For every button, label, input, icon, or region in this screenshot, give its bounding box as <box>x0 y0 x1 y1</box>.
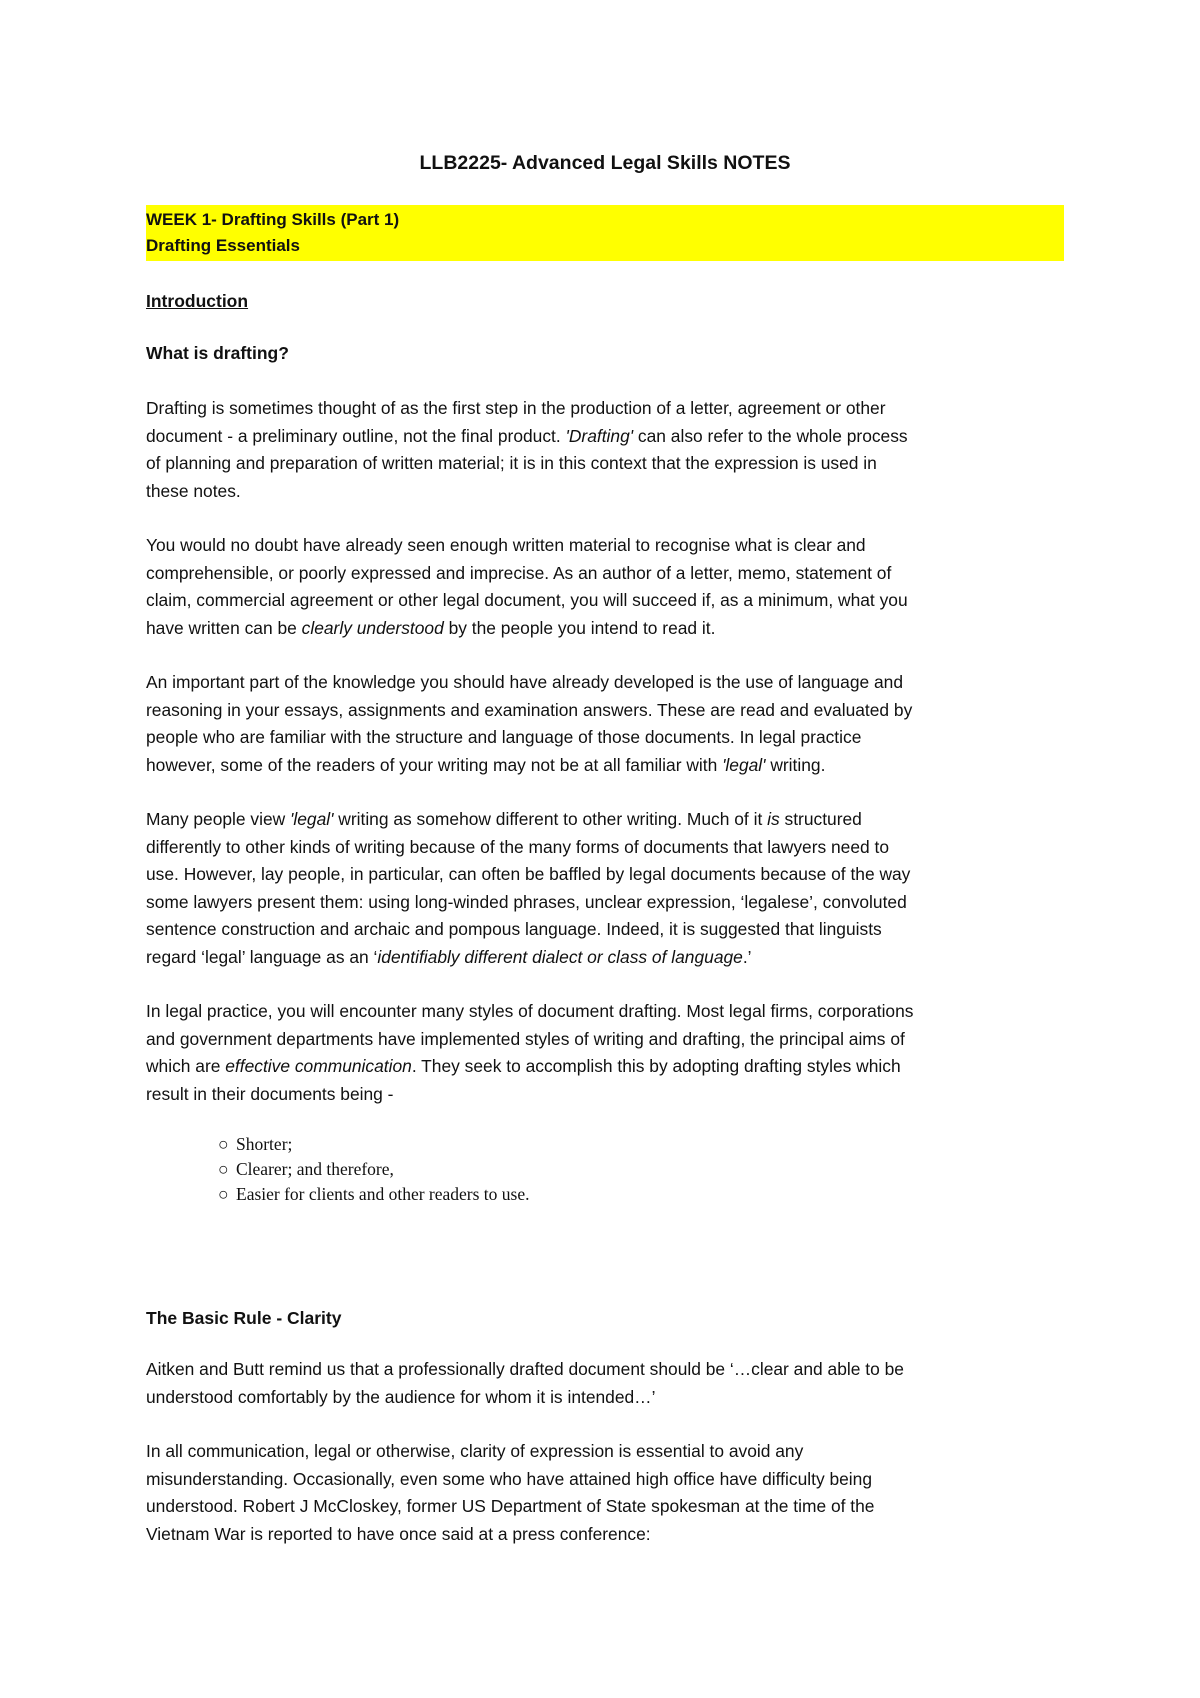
italic-text: identifiably different dialect or class of language <box>377 946 743 967</box>
text-line: of planning and preparation of written material; it is in this context that the expression is used in <box>146 453 877 473</box>
circle-bullet-icon: ○ <box>218 1159 229 1179</box>
text-line: differently to other kinds of writing because of the many forms of documents that lawyers need to <box>146 836 890 857</box>
text-line <box>146 944 1064 972</box>
introduction-heading: Introduction <box>146 291 249 311</box>
italic-text: 'Drafting' <box>565 425 634 446</box>
text-line: and government departments have implemented styles of writing and drafting, the principal aims of <box>146 1028 905 1049</box>
text-span: structured <box>779 809 862 829</box>
text-line: You would no doubt have already seen enough written material to recognise what is clear and <box>146 535 866 555</box>
list-item-text: Easier for clients and other readers to use. <box>236 1184 530 1204</box>
week-highlight-block <box>146 205 1064 261</box>
list-item <box>218 1182 530 1207</box>
list-item <box>218 1157 530 1182</box>
text-span: . They seek to accomplish this by adopting drafting styles which <box>411 1056 901 1076</box>
what-is-drafting-heading: What is drafting? <box>146 343 289 363</box>
text-line: understood comfortably by the audience for whom it is intended…’ <box>146 1386 656 1407</box>
italic-text: effective communication <box>225 1056 412 1076</box>
text-span: have written can be <box>146 617 302 638</box>
document-title: LLB2225- Advanced Legal Skills NOTES <box>419 152 791 174</box>
text-line: reasoning in your essays, assignments and examination answers. These are read and evaluated by <box>146 699 913 720</box>
text-line <box>146 615 1064 643</box>
text-line: Vietnam War is reported to have once said at a press conference: <box>146 1523 651 1544</box>
week-heading: WEEK 1- Drafting Skills (Part 1) <box>146 210 400 229</box>
text-span: regard ‘legal’ language as an ‘ <box>146 946 378 967</box>
text-line: Aitken and Butt remind us that a professionally drafted document should be ‘…clear and able to be <box>146 1359 904 1379</box>
paragraph-drafting-styles <box>146 998 1064 1108</box>
text-span: .’ <box>742 946 752 967</box>
bullet-list <box>218 1132 530 1207</box>
paragraph-written-material <box>146 532 1064 642</box>
text-line: result in their documents being - <box>146 1083 394 1104</box>
text-line: sentence construction and archaic and pompous language. Indeed, it is suggested that linguists <box>146 919 882 939</box>
text-line <box>146 1053 1064 1081</box>
circle-bullet-icon: ○ <box>218 1184 229 1204</box>
text-line: In all communication, legal or otherwise, clarity of expression is essential to avoid any <box>146 1441 804 1461</box>
text-span: can also refer to the whole process <box>633 425 908 446</box>
circle-bullet-icon: ○ <box>218 1134 229 1154</box>
text-line: people who are familiar with the structure and language of those documents. In legal practice <box>146 727 862 747</box>
paragraph-legal-writing <box>146 806 1064 971</box>
text-line: comprehensible, or poorly expressed and imprecise. As an author of a letter, memo, statement of <box>146 562 892 583</box>
text-span: however, some of the readers of your writing may not be at all familiar with <box>146 754 723 775</box>
text-span: Many people view <box>146 809 291 829</box>
italic-text: 'legal' <box>290 809 334 829</box>
paragraph-aitken-butt <box>146 1356 1064 1411</box>
paragraph-language-reasoning <box>146 669 1064 779</box>
list-item <box>218 1132 530 1157</box>
text-span: which are <box>146 1056 226 1076</box>
text-span: by the people you intend to read it. <box>443 617 716 638</box>
text-line: claim, commercial agreement or other legal document, you will succeed if, as a minimum, what you <box>146 590 908 610</box>
text-span: document - a preliminary outline, not the final product. <box>146 425 566 446</box>
text-line <box>146 423 1064 451</box>
text-span: writing. <box>765 754 826 775</box>
text-line: these notes. <box>146 480 241 501</box>
paragraph-clarity-communication <box>146 1438 1064 1548</box>
text-line: understood. Robert J McCloskey, former US Department of State spokesman at the time of the <box>146 1496 875 1516</box>
text-line: Drafting is sometimes thought of as the first step in the production of a letter, agreement or other <box>146 398 886 418</box>
text-line: In legal practice, you will encounter many styles of document drafting. Most legal firms, corporations <box>146 1001 914 1021</box>
list-item-text: Clearer; and therefore, <box>236 1159 394 1179</box>
list-item-text: Shorter; <box>236 1134 293 1154</box>
italic-text: is <box>767 809 780 829</box>
italic-text: clearly understood <box>301 617 444 638</box>
text-line <box>146 806 1064 834</box>
text-line: use. However, lay people, in particular, can often be baffled by legal documents because of the way <box>146 864 911 884</box>
text-line <box>146 752 1064 780</box>
text-span: writing as somehow different to other writing. Much of it <box>333 809 768 829</box>
week-subheading: Drafting Essentials <box>146 236 300 255</box>
paragraph-drafting-definition <box>146 395 1064 505</box>
italic-text: 'legal' <box>722 754 766 775</box>
text-line: misunderstanding. Occasionally, even some who have attained high office have difficulty being <box>146 1468 873 1489</box>
text-line: An important part of the knowledge you should have already developed is the use of language and <box>146 672 904 692</box>
text-line: some lawyers present them: using long-winded phrases, unclear expression, ‘legalese’, convoluted <box>146 891 907 912</box>
basic-rule-heading: The Basic Rule - Clarity <box>146 1308 342 1328</box>
